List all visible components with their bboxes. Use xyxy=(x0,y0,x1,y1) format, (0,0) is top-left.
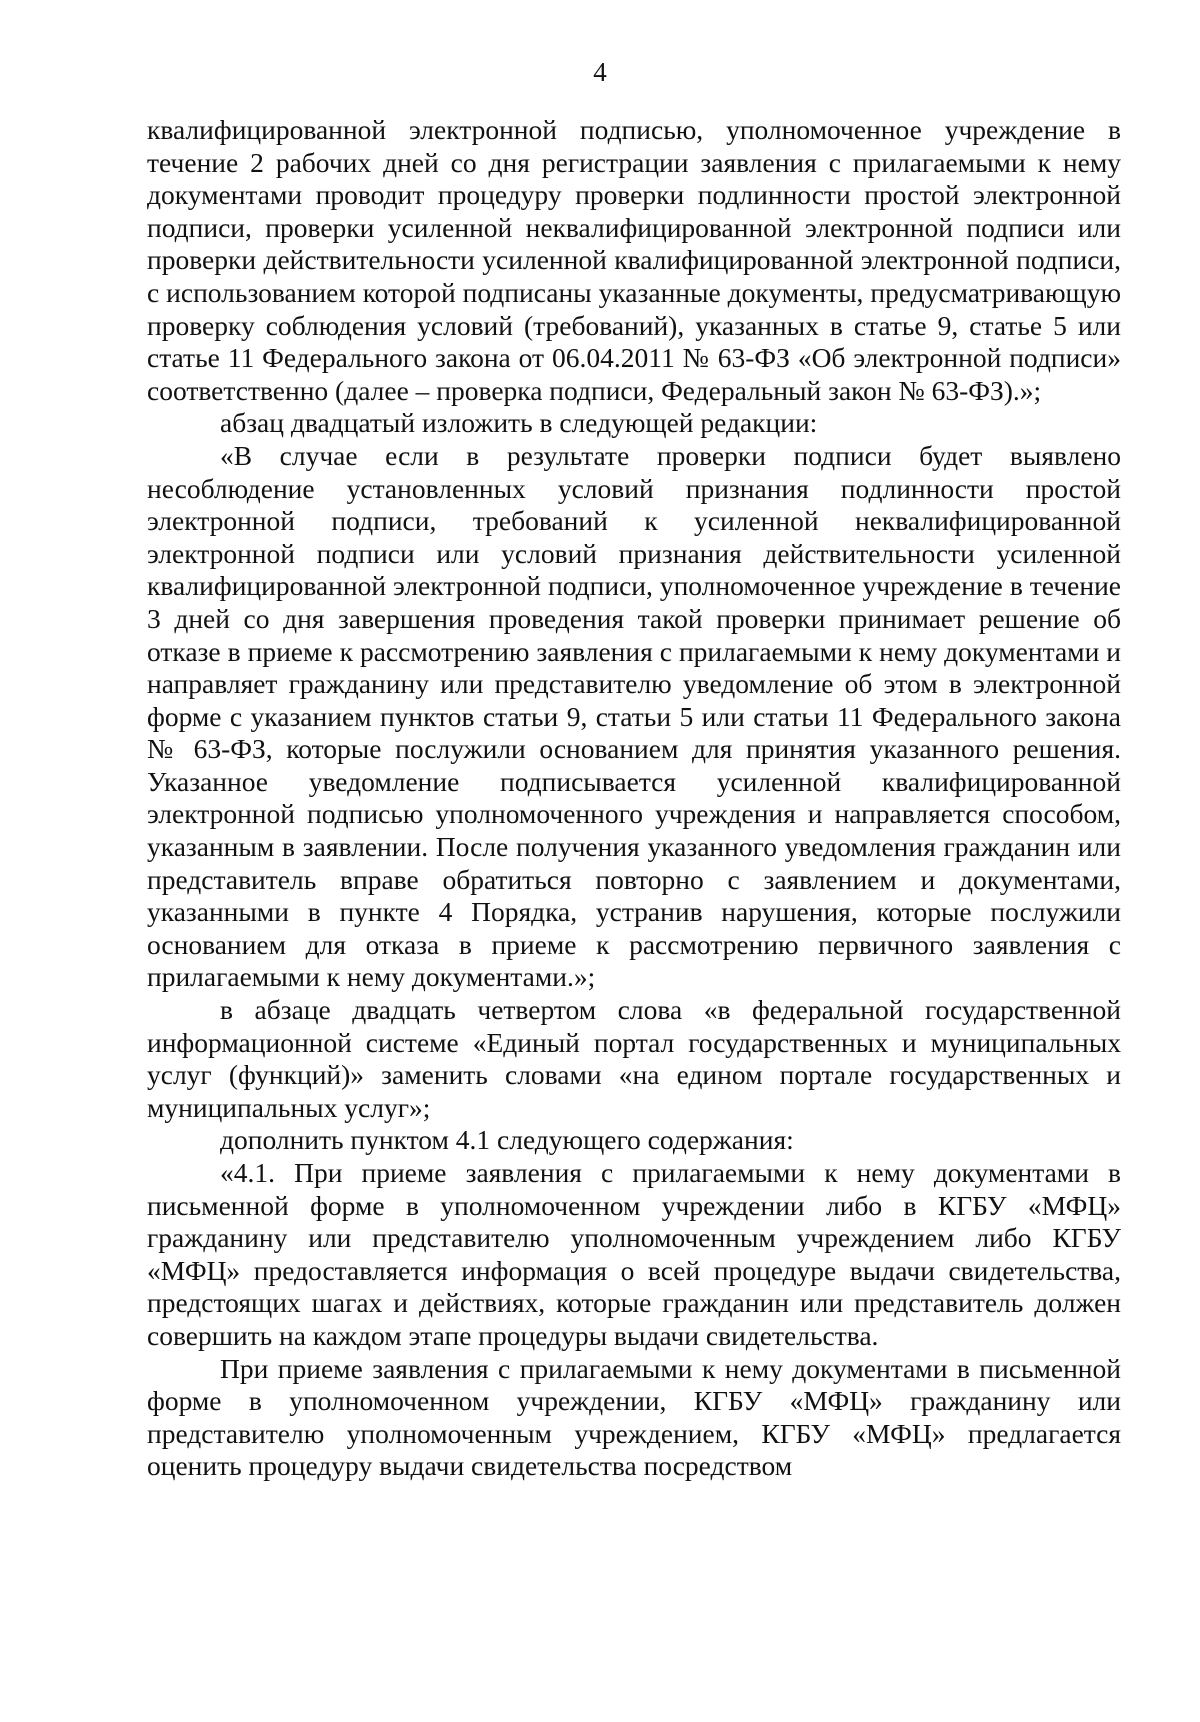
paragraph-quoted-text: «В случае если в результате проверки подписи будет выявлено несоблюдение установленных условий признания подлинности простой электронной подписи, требований к усиленной неквалифицированной электронной подписи или условий признания действительности усиленной квалифицированной электронной подписи, уполномоченное учреждение в течение 3 дней со дня завершения проведения такой проверки принимает решение об отказе в приеме к рассмотрению заявления с прилагаемыми к нему документами и направляет гражданину или представителю уведомление об этом в электронной форме с указанием пунктов статьи 9, статьи 5 или статьи 11 Федерального закона № 63-ФЗ, которые послужили основанием для принятия указанного решения. Указанное уведомление подписывается усиленной квалифицированной электронной подписью уполномоченного учреждения и направляется способом, указанным в заявлении. После получения указанного уведомления гражданин или представитель вправе обратиться повторно с заявлением и документами, указанными в пункте 4 Порядка, устранив нарушения, которые послужили основанием для отказа в приеме к рассмотрению первичного заявления с прилагаемыми к нему документами.»; xyxy=(147,439,1121,993)
paragraph-amendment-instruction: дополнить пунктом 4.1 следующего содержания: xyxy=(220,1124,794,1156)
paragraph-continuation: квалифицированной электронной подписью, уполномоченное учреждение в течение 2 рабочих дней со дня регистрации заявления с прилагаемыми к нему документами проводит процедуру проверки подлинности простой электронной подписи, проверки усиленной неквалифицированной электронной подписи или проверки действительности усиленной квалифицированной электронной подписи, с использованием которой подписаны указанные документы, предусматривающую проверку соблюдения условий (требований), указанных в статье 9, статье 5 или статье 11 Федерального закона от 06.04.2011 № 63-ФЗ «Об электронной подписи» соответственно (далее – проверка подписи, Федеральный закон № 63-ФЗ).»; xyxy=(147,114,1121,406)
page-number: 4 xyxy=(593,57,607,87)
document-body xyxy=(147,114,1121,1483)
paragraph-quoted-text: При приеме заявления с прилагаемыми к нему документами в письменной форме в уполномоченном учреждении, КГБУ «МФЦ» гражданину или представителю уполномоченным учреждением, КГБУ «МФЦ» предлагается оценить процедуру выдачи свидетельства посредством xyxy=(147,1352,1121,1482)
paragraph-amendment-instruction: в абзаце двадцать четвертом слова «в федеральной государственной информационной системе «Единый портал государственных и муниципальных услуг (функций)» заменить словами «на едином портале государственных и муниципальных услуг»; xyxy=(147,994,1121,1123)
paragraph-amendment-instruction: абзац двадцатый изложить в следующей редакции: xyxy=(220,407,818,439)
paragraph-quoted-text: «4.1. При приеме заявления с прилагаемыми к нему документами в письменной форме в уполномоченном учреждении либо в КГБУ «МФЦ» гражданину или представителю уполномоченным учреждением либо КГБУ «МФЦ» предоставляется информация о всей процедуре выдачи свидетельства, предстоящих шагах и действиях, которые гражданин или представитель должен совершить на каждом этапе процедуры выдачи свидетельства. xyxy=(147,1157,1121,1351)
